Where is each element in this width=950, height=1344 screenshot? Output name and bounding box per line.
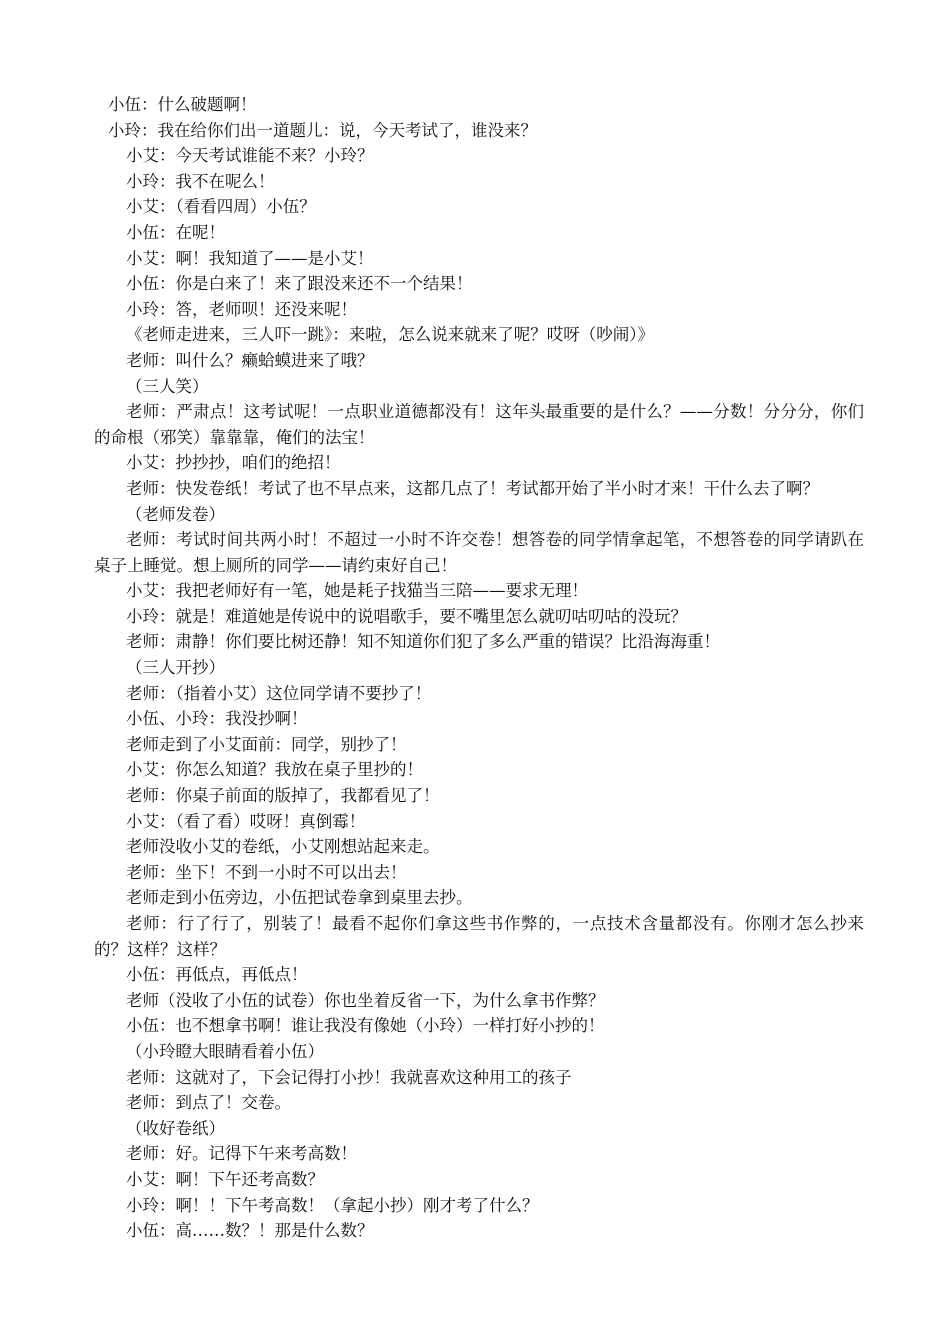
dialogue-line: 老师：（指着小艾）这位同学请不要抄了！ <box>126 683 432 703</box>
dialogue-line: 老师（没收了小伍的试卷）你也坐着反省一下，为什么拿书作弊？ <box>126 990 605 1010</box>
dialogue-line: 老师：你桌子前面的版掉了，我都看见了！ <box>126 786 440 806</box>
dialogue-line: 小伍：再低点，再低点！ <box>126 965 308 985</box>
stage-direction: （收好卷纸） <box>126 1118 225 1138</box>
dialogue-line: 老师走到了小艾面前：同学，别抄了！ <box>126 734 407 754</box>
dialogue-line: 小玲：答，老师呗！还没来呢！ <box>126 299 357 319</box>
narration-line: 老师走到小伍旁边，小伍把试卷拿到桌里去抄。 <box>126 888 473 908</box>
stage-direction: （老师发卷） <box>126 504 225 524</box>
dialogue-line: 老师：叫什么？癞蛤蟆进来了哦？ <box>126 350 374 370</box>
stage-direction: （三人开抄） <box>126 658 225 678</box>
narration-line: 老师没收小艾的卷纸，小艾刚想站起来走。 <box>126 837 440 857</box>
dialogue-line: 老师：快发卷纸！考试了也不早点来，这都几点了！考试都开始了半小时才来！干什么去了啊？ <box>126 478 819 498</box>
dialogue-line: 老师：肃静！你们要比树还静！知不知道你们犯了多么严重的错误？比沿海海重！ <box>126 632 720 652</box>
dialogue-line: 小艾：你怎么知道？我放在桌子里抄的！ <box>126 760 423 780</box>
stage-direction: （小玲瞪大眼睛看着小伍） <box>126 1041 324 1061</box>
dialogue-line: 小艾：我把老师好有一笔，她是耗子找猫当三陪——要求无理！ <box>126 581 588 601</box>
dialogue-line: 老师：这就对了，下会记得打小抄！我就喜欢这种用工的孩子 <box>126 1067 572 1087</box>
dialogue-line: 小伍：什么破题啊！ <box>108 95 257 114</box>
dialogue-line: 小艾：啊！我知道了——是小艾！ <box>126 248 374 268</box>
dialogue-line: 小艾：啊！下午还考高数？ <box>126 1169 324 1189</box>
dialogue-line: 小艾：今天考试谁能不来？小玲？ <box>126 146 374 166</box>
dialogue-line: 小艾：（看了看）哎呀！真倒霉！ <box>126 811 366 831</box>
script-body <box>94 92 864 1244</box>
dialogue-line: 小玲：就是！难道她是传说中的说唱歌手，要不嘴里怎么就叨咕叨咕的没玩？ <box>126 606 687 626</box>
dialogue-line: 小伍：也不想拿书啊！谁让我没有像她（小玲）一样打好小抄的！ <box>126 1016 605 1036</box>
dialogue-line: 老师：严肃点！这考试呢！一点职业道德都没有！这年头最重要的是什么？——分数！分分分，你们的命根（邪笑）靠靠靠，俺们的法宝！ <box>94 402 864 447</box>
dialogue-line: 小伍：高……数？！那是什么数？ <box>126 1221 374 1241</box>
dialogue-line: 小伍：在呢！ <box>126 222 225 242</box>
dialogue-line: 老师：到点了！交卷。 <box>126 1093 291 1113</box>
dialogue-line: 老师：行了行了，别装了！最看不起你们拿这些书作弊的，一点技术含量都没有。你刚才怎么抄来的？这样？这样？ <box>94 914 864 959</box>
dialogue-line: 小玲：啊！！下午考高数！（拿起小抄）刚才考了什么？ <box>126 1195 539 1215</box>
dialogue-line: 老师：好。记得下午来考高数！ <box>126 1144 357 1164</box>
dialogue-line: 小艾：（看看四周）小伍？ <box>126 197 316 217</box>
dialogue-line: 小艾：抄抄抄，咱们的绝招！ <box>126 453 341 473</box>
dialogue-line: 小玲：我在给你们出一道题儿：说，今天考试了，谁没来？ <box>108 120 537 140</box>
stage-direction: 《老师走进来，三人吓一跳》：来啦，怎么说来就来了呢？哎呀（吵闹）》 <box>126 325 654 345</box>
dialogue-line: 老师：坐下！不到一小时不可以出去！ <box>126 862 407 882</box>
stage-direction: （三人笑） <box>126 376 209 396</box>
dialogue-line: 小伍、小玲：我没抄啊！ <box>126 709 308 729</box>
dialogue-line: 小伍：你是白来了！来了跟没来还不一个结果！ <box>126 274 473 294</box>
dialogue-line: 小玲：我不在呢么！ <box>126 171 275 191</box>
dialogue-line: 老师：考试时间共两小时！不超过一小时不许交卷！想答卷的同学情拿起笔，不想答卷的同学请趴在桌子上睡觉。想上厕所的同学——请约束好自己！ <box>94 530 864 575</box>
